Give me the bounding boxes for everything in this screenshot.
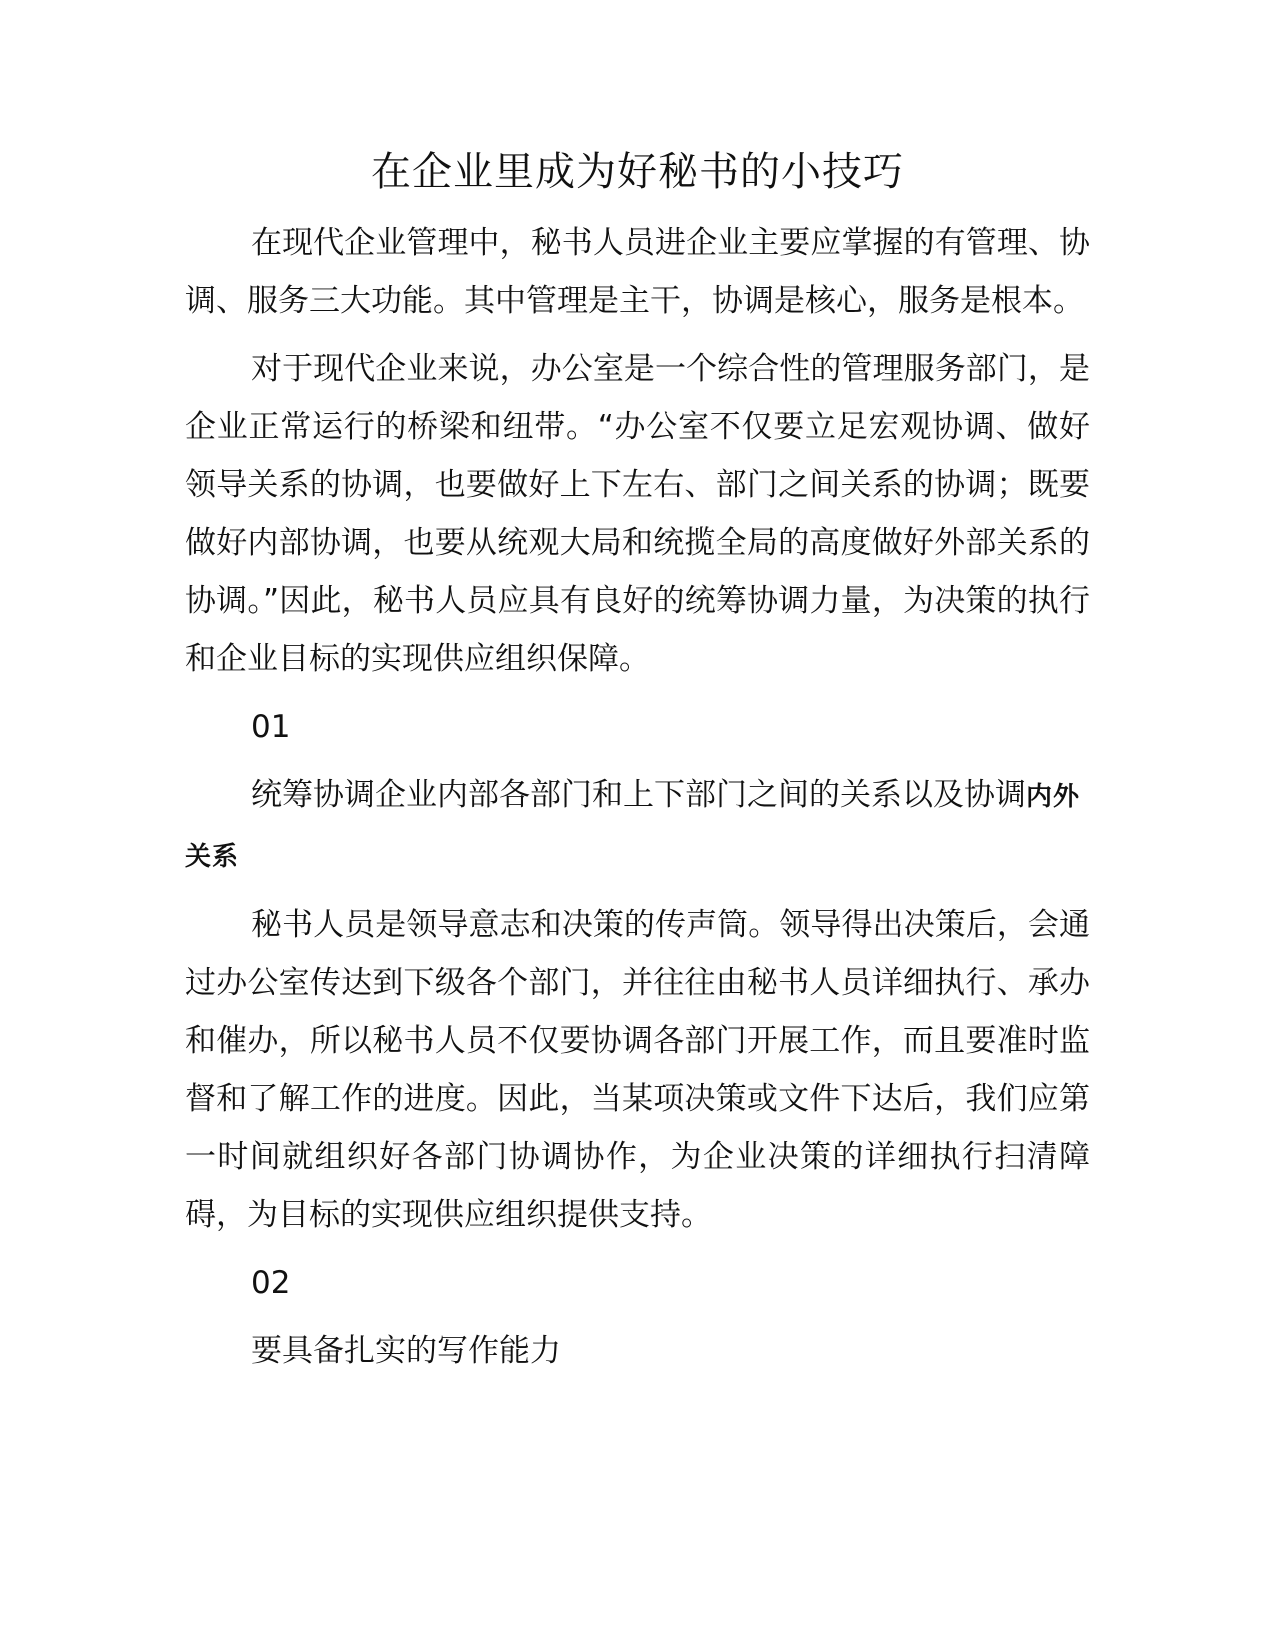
document-title: 在企业里成为好秘书的小技巧 bbox=[371, 149, 904, 195]
section-heading-01-main: 统筹协调企业内部各部门和上下部门之间的关系以及协调 bbox=[251, 777, 1026, 813]
section-body-01: 秘书人员是领导意志和决策的传声筒。领导得出决策后，会通过办公室传达到下级各个部门，并往往由秘书人员详细执行、承办和催办，所以秘书人员不仅要协调各部门开展工作，而且要准时监督和了解工作的进度。因此，当某项决策或文件下达后，我们应第一时间就组织好各部门协调协作，为企业决策的详细执行扫清障碍，为目标的实现供应组织提供支持。 bbox=[185, 907, 1090, 1233]
section-heading-01 bbox=[185, 766, 1090, 886]
office-role-paragraph: 对于现代企业来说，办公室是一个综合性的管理服务部门，是企业正常运行的桥梁和纽带。“办公室不仅要立足宏观协调、做好领导关系的协调，也要做好上下左右、部门之间关系的协调；既要做好内部协调，也要从统观大局和统揽全局的高度做好外部关系的协调。”因此，秘书人员应具有良好的统筹协调力量，为决策的执行和企业目标的实现供应组织保障。 bbox=[185, 351, 1090, 677]
section-heading-02: 要具备扎实的写作能力 bbox=[251, 1333, 561, 1369]
section-number-01: 01 bbox=[251, 709, 291, 745]
document-page bbox=[185, 142, 1090, 1390]
section-heading-01-tail: 内外关系 bbox=[185, 782, 1081, 872]
intro-paragraph: 在现代企业管理中，秘书人员进企业主要应掌握的有管理、协调、服务三大功能。其中管理是主干，协调是核心，服务是根本。 bbox=[185, 225, 1090, 319]
section-number-02: 02 bbox=[251, 1265, 291, 1301]
